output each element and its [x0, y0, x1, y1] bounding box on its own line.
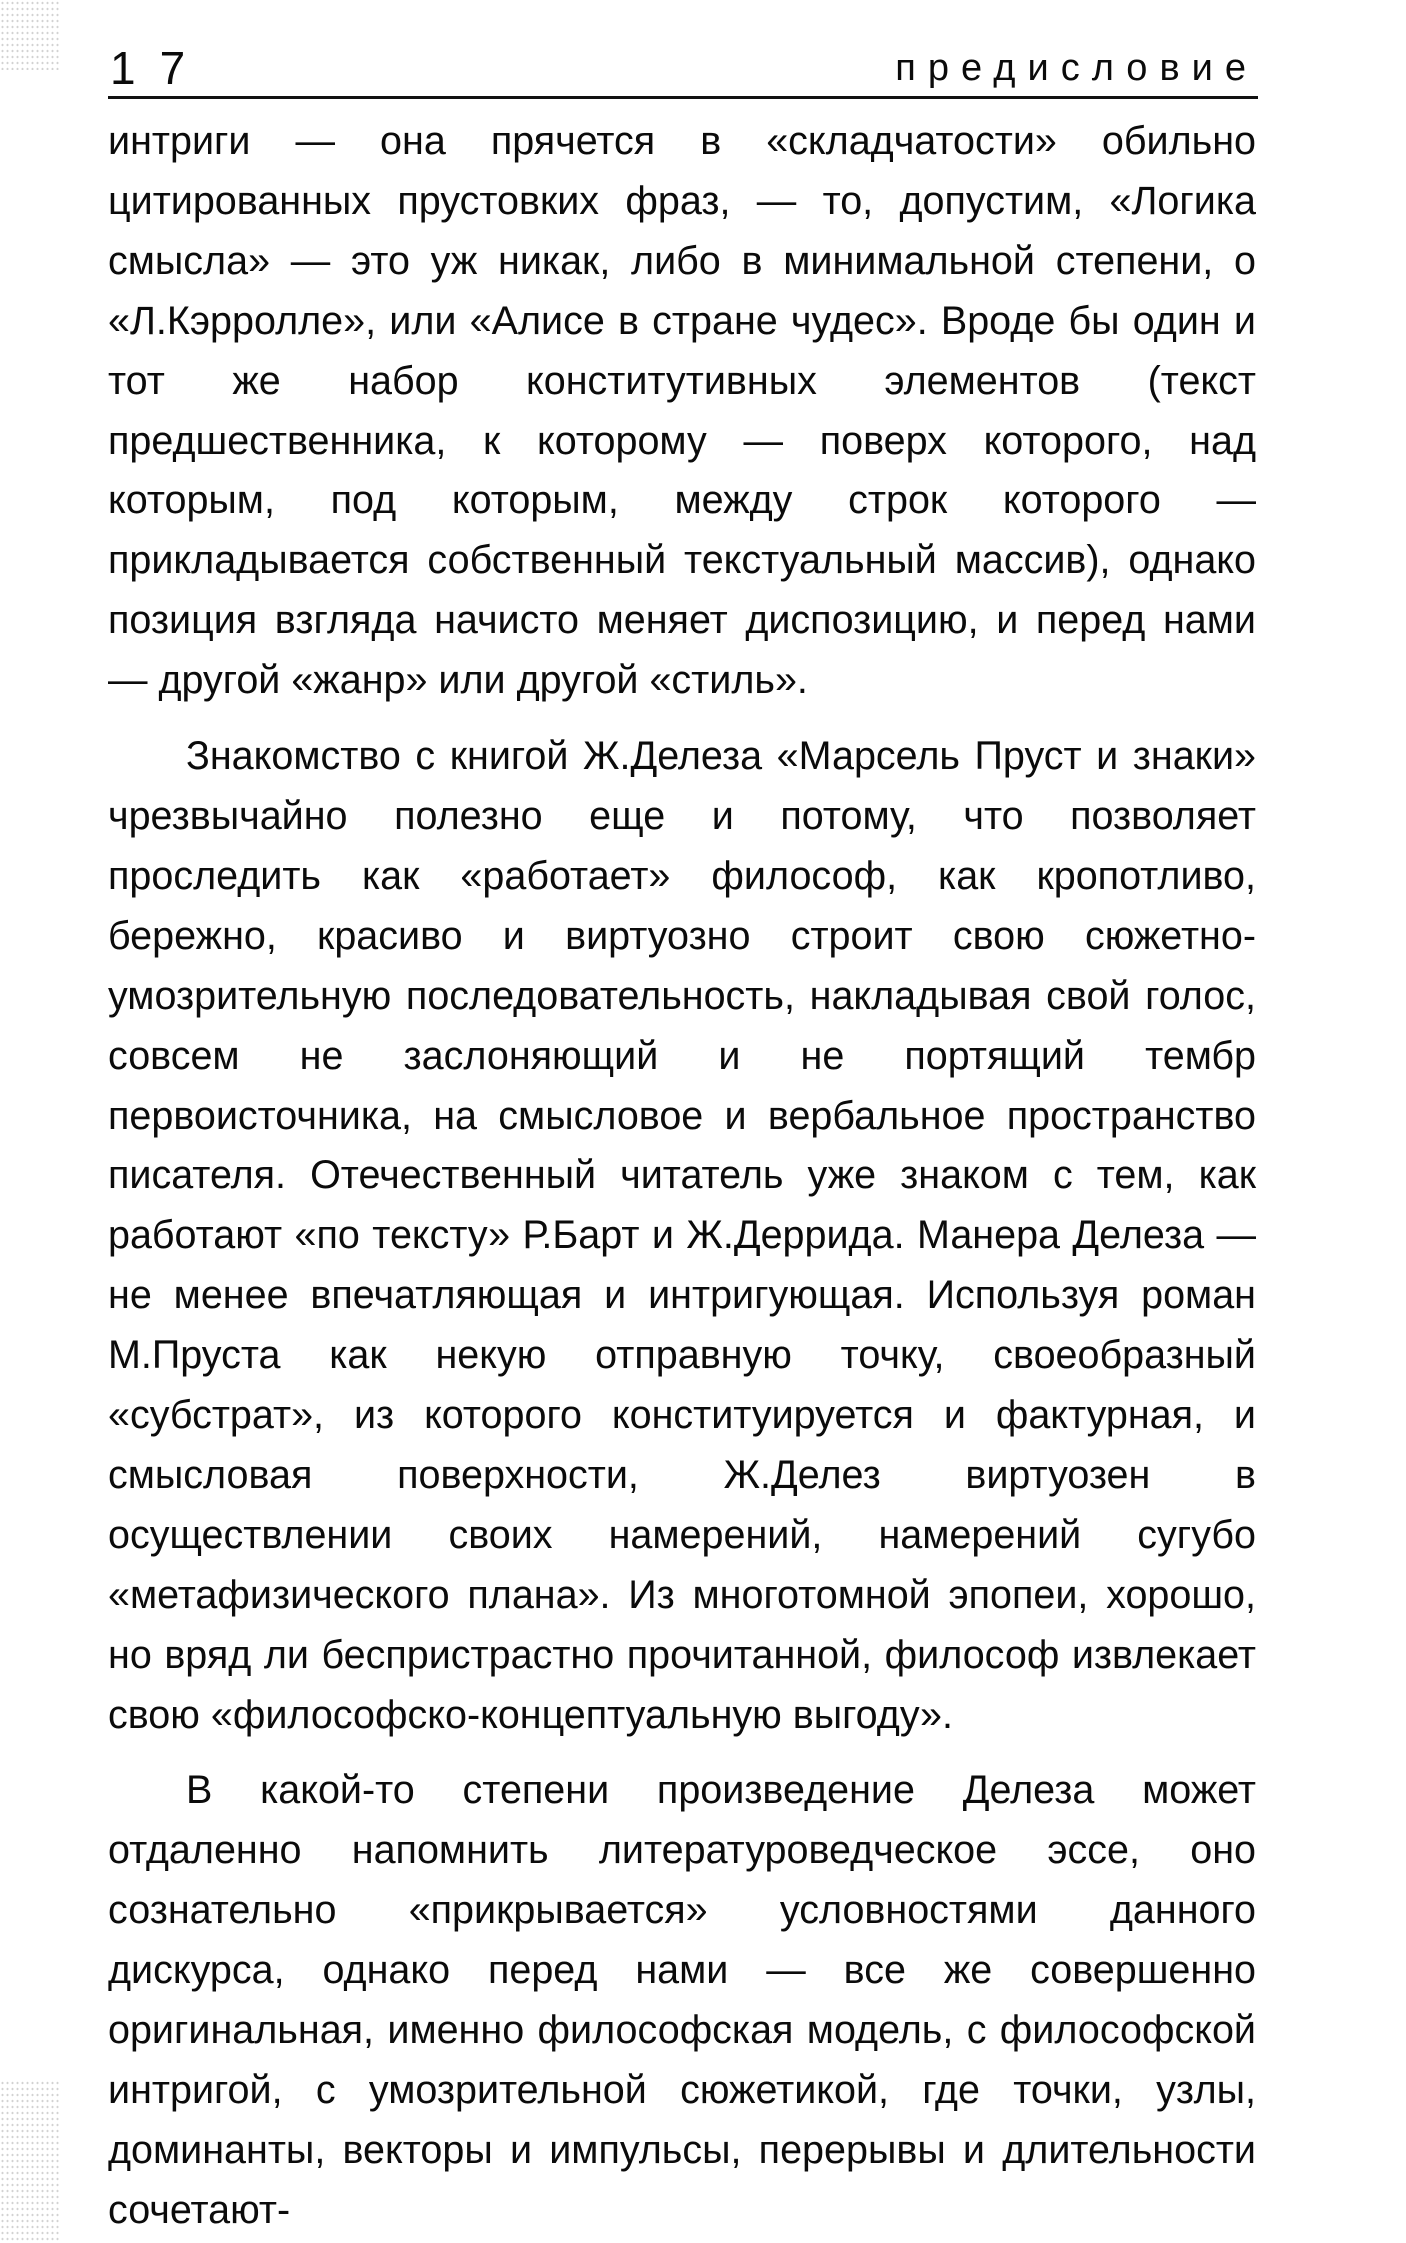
- paragraph-2: Знакомство с книгой Ж.Делеза «Марсель Пруст и знаки» чрезвычайно полезно еще и потому, что позволяет проследить как «работает» философ, как кропотливо, бережно, красиво и виртуозно строит свою сюжетно-умозрительную последовательность, накладывая свой голос, совсем не заслоняющий и не портящий тембр первоисточника, на смысловое и вербальное пространство писателя. Отечественный читатель уже знаком с тем, как работают «по тексту» Р.Барт и Ж.Деррида. Манера Делеза — не менее впечатляющая и интригующая. Используя роман М.Пруста как некую отправную точку, своеобразный «субстрат», из которого конституируется и фактурная, и смысловая поверхности, Ж.Делез виртуозен в осуществлении своих намерений, намерений сугубо «метафизического плана». Из многотомной эпопеи, хорошо, но вряд ли беспристрастно прочитанной, философ извлекает свою «философско-концептуальную выгоду».: [108, 734, 1256, 1737]
- page-header: [108, 38, 1258, 100]
- body-text: [108, 112, 1256, 2241]
- page-number: 17: [110, 42, 210, 94]
- paragraph-1: интриги — она прячется в «складчатости» обильно цитированных прустовких фраз, — то, допустим, «Логика смысла» — это уж никак, либо в минимальной степени, о «Л.Кэрролле», или «Алисе в стране чудес». Вроде бы один и тот же набор конститутивных элементов (текст предшественника, к которому — поверх которого, над которым, под которым, между строк которого — прикладывается собственный текстуальный массив), однако позиция взгляда начисто меняет диспозицию, и перед нами — другой «жанр» или другой «стиль».: [108, 119, 1256, 703]
- paragraph-3: В какой-то степени произведение Делеза может отдаленно напомнить литературоведческое эссе, оно сознательно «прикрывается» условностями данного дискурса, однако перед нами — все же совершенно оригинальная, именно философская модель, с философской интригой, с умозрительной сюжетикой, где точки, узлы, доминанты, векторы и импульсы, перерывы и длительности сочетают-: [108, 1768, 1256, 2232]
- header-rule: [108, 96, 1258, 99]
- running-title: предисловие: [895, 47, 1258, 89]
- scan-noise-top: [0, 0, 60, 70]
- scan-noise-bottom: [0, 2080, 60, 2243]
